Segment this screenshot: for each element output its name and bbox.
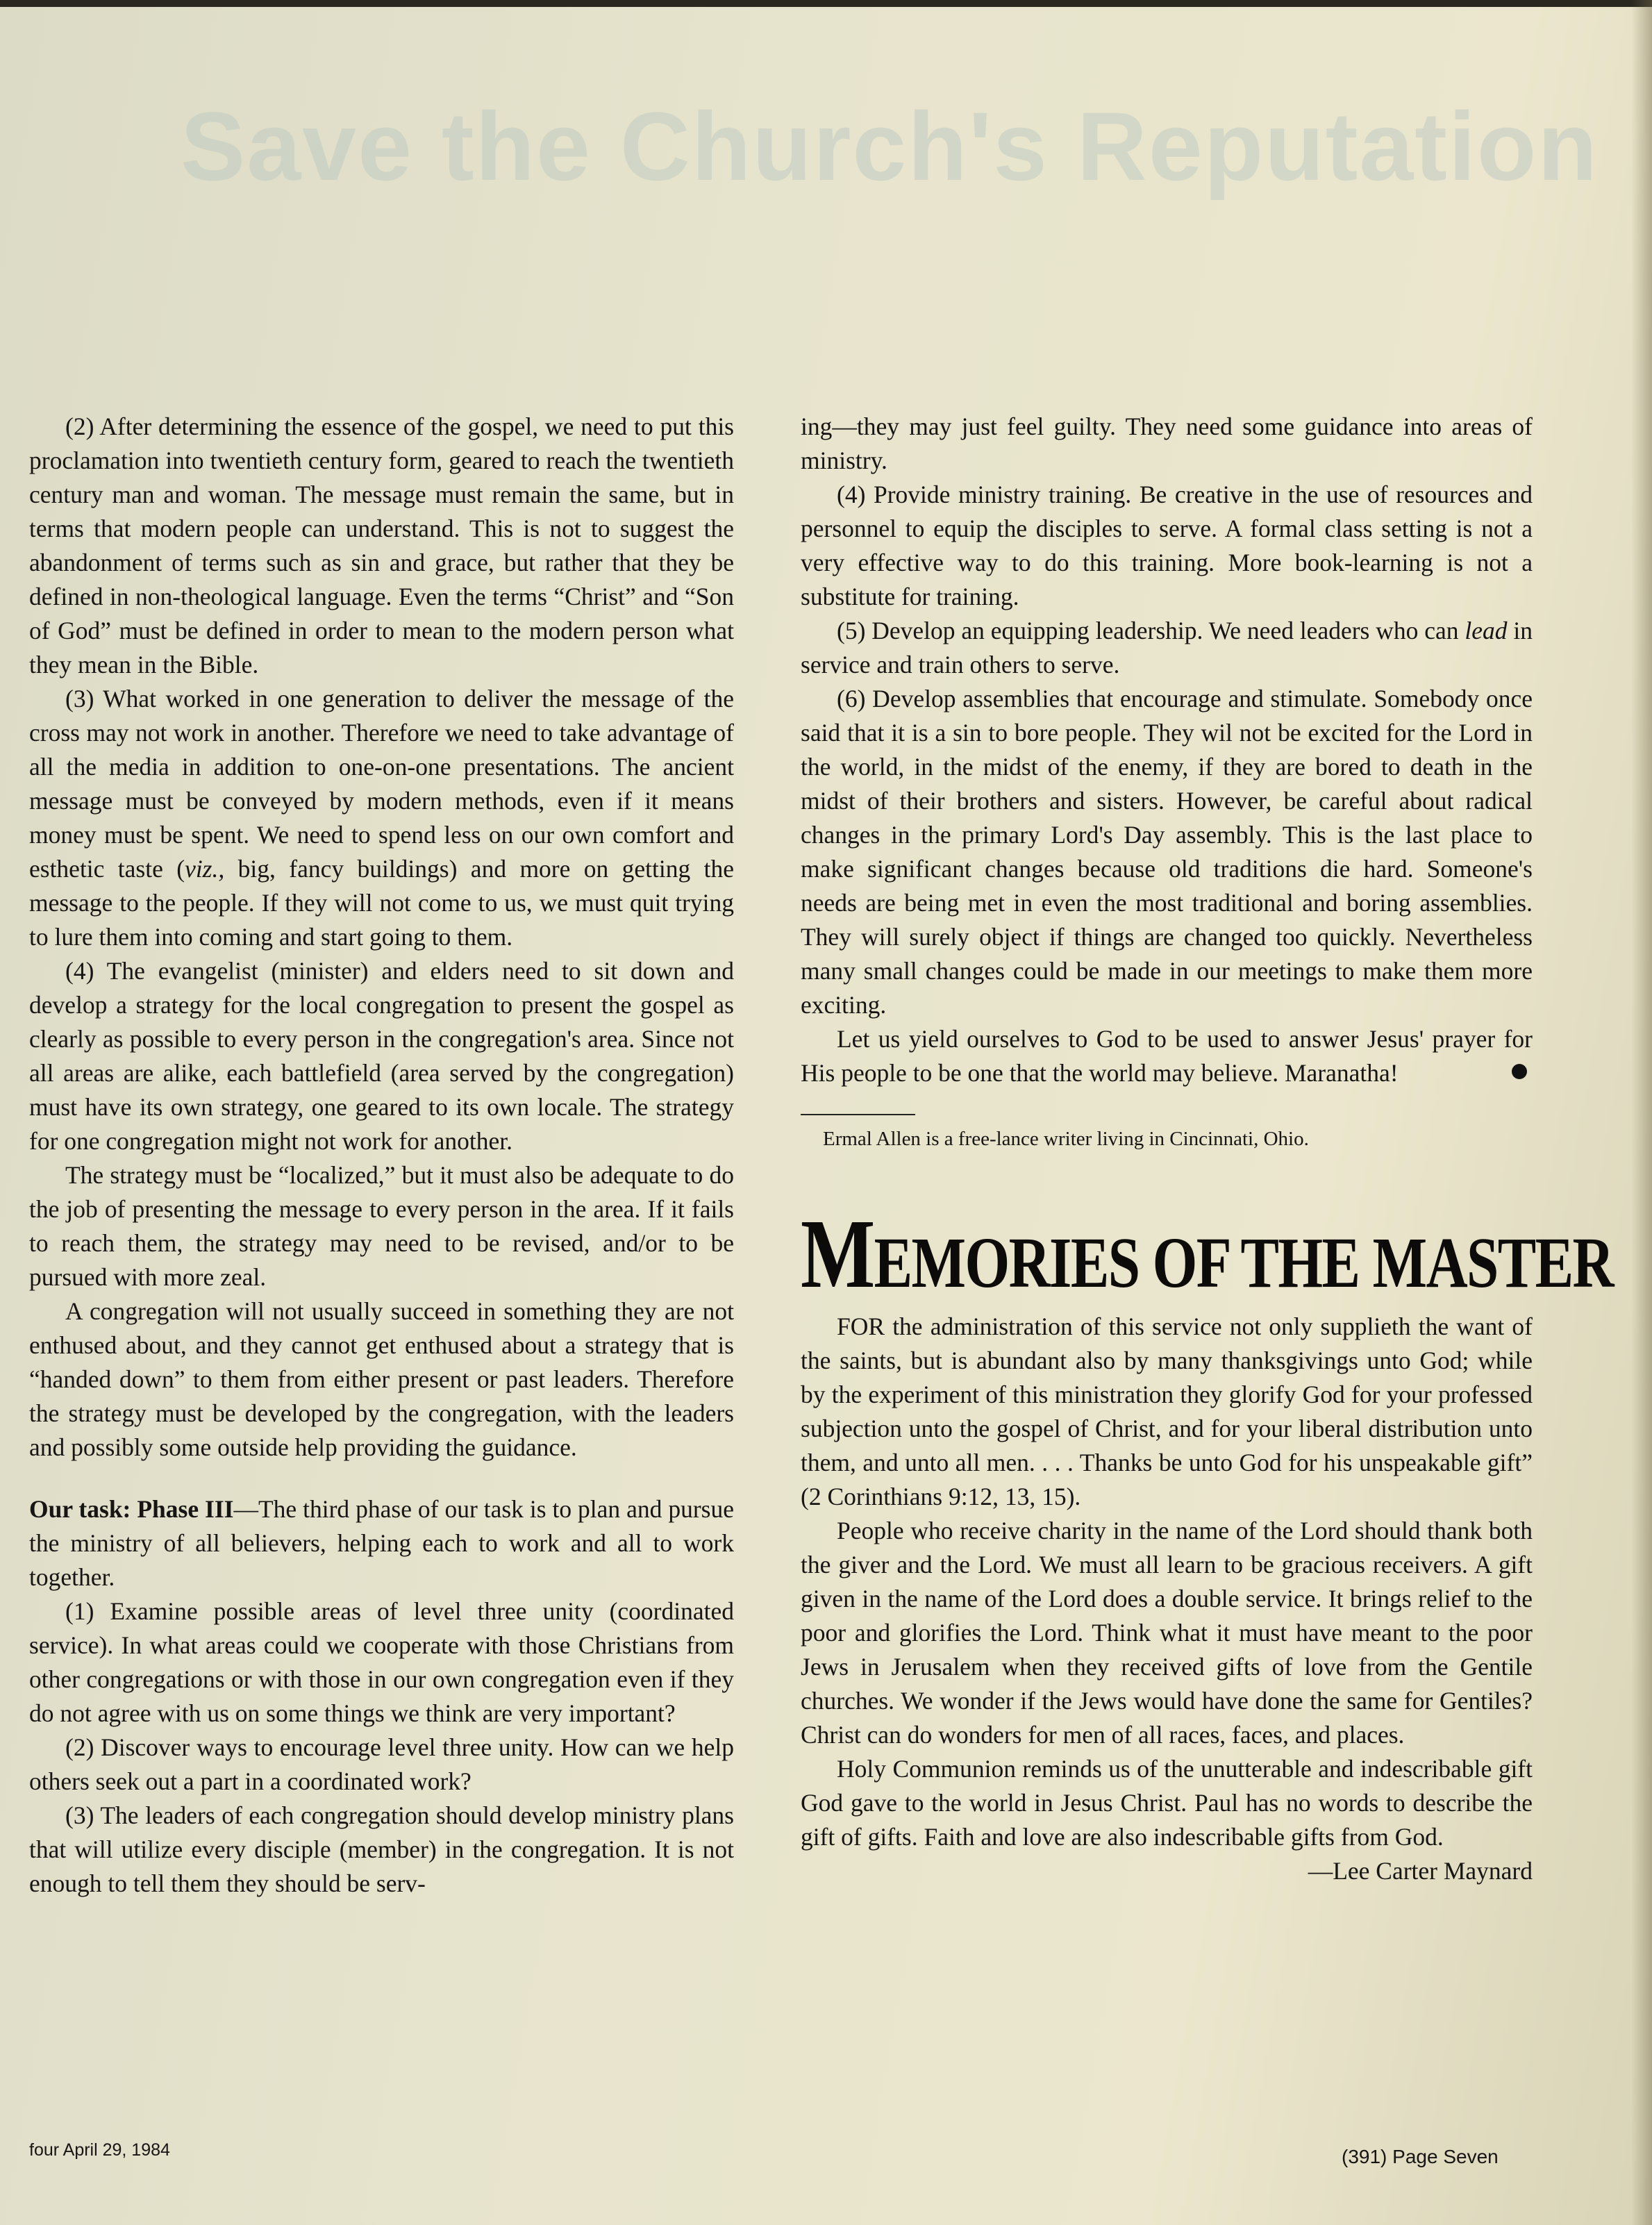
paragraph-scripture: FOR the administration of this service not only supplieth the want of the saints, but is abundant also by many thanksgivings unto God; while by the experiment of this ministration they glorify God for your professed subjection unto the gospel of Christ, and for your liberal distribution unto them, and unto all men. . . . Thanks be unto God for his unspeakable gift” (2 Corinthians 9:12, 13, 15).: [801, 1312, 1533, 1510]
page-right-shadow: [1631, 0, 1652, 2225]
paragraph-gospel-form: (2) After determining the essence of the gospel, we need to put this proclamation into twentieth century form, geared to reach the twentieth century man and woman. The message must remain the same, but in terms that modern people can understand. This is not to suggest the abandonment of terms such as sin and grace, but rather that they be defined in non-theological language. Even the terms “Christ” and “Son of God” must be defined in order to mean to the modern person what they mean in the Bible.: [29, 412, 734, 678]
closing-paragraph-wrapper: [801, 1022, 1533, 1090]
paragraph-training: (4) Provide ministry training. Be creative in the use of resources and personnel to equip the disciples to serve. A formal class setting is not a very effective way to do this training. More book-learning is not a substitute for training.: [801, 481, 1533, 610]
faded-bleedthrough-title: Save the Church's Reputation: [181, 92, 1599, 201]
paragraph-leadership: (5) Develop an equipping leadership. We need leaders who can lead in service and train others to serve.: [801, 617, 1533, 678]
memories-of-the-master-title: MEMORIES OF THE MASTER: [801, 1199, 1613, 1308]
paragraph-examine: (1) Examine possible areas of level three unity (coordinated service). In what areas could we cooperate with those Christians from other congregations or with those in our own congregation even if they do not agree with us on some things we think are very important?: [29, 1597, 734, 1727]
right-column: [801, 410, 1613, 1888]
signature: —Lee Carter Maynard: [1308, 1857, 1533, 1885]
paragraph-leaders: (3) The leaders of each congregation should develop ministry plans that will utilize every disciple (member) in the congregation. It is not enough to tell them they should be serv-: [29, 1801, 734, 1897]
paragraph-phase-three: Our task: Phase III—The third phase of our task is to plan and pursue the ministry of all believers, helping each to work and all to work together.: [29, 1495, 734, 1591]
paragraph-enthused: A congregation will not usually succeed in something they are not enthused about, and they cannot get enthused about a strategy that is “handed down” to them from either present or past leaders. Therefore the strategy must be developed by the congregation, with the leaders and possibly some outside help providing the guidance.: [29, 1297, 734, 1461]
author-bio: Ermal Allen is a free-lance writer living in Cincinnati, Ohio.: [823, 1128, 1309, 1150]
phase-three-heading: Our task: Phase III: [29, 1495, 234, 1523]
paragraph-strategy: (4) The evangelist (minister) and elders need to sit down and develop a strategy for the local congregation to present the gospel as clearly as possible to every person in the congregation's area. Since not all areas are alike, each battlefield (area served by the congregation) must have its own strategy, one geared to its own locale. The strategy for one congregation might not work for another.: [29, 957, 734, 1155]
footer-date: four April 29, 1984: [29, 2140, 170, 2160]
paragraph-maranatha: Let us yield ourselves to God to be used to answer Jesus' prayer for His people to be one that the world may believe. Maranatha!: [801, 1025, 1533, 1087]
paragraph-assemblies: (6) Develop assemblies that encourage and stimulate. Somebody once said that it is a sin to bore people. They wil not be excited for the Lord in the world, in the midst of the enemy, if they are bored to death in the midst of their brothers and sisters. However, be careful about radical changes in the primary Lord's Day assembly. This is the last place to make significant changes because old traditions die hard. Someone's needs are being met in even the most traditional and boring assemblies. They will surely object if things are changed too quickly. Nevertheless many small changes could be made in our meetings to make them more exciting.: [801, 685, 1533, 1019]
page-top-edge: [0, 0, 1652, 7]
end-of-article-bullet-icon: [1512, 1064, 1527, 1079]
bio-divider: [801, 1114, 915, 1115]
footer-page-number: (391) Page Seven: [1342, 2146, 1499, 2167]
paragraph-discover: (2) Discover ways to encourage level three unity. How can we help others seek out a part in a coordinated work?: [29, 1733, 734, 1795]
left-column: [29, 410, 734, 1901]
paragraph-charity: People who receive charity in the name of the Lord should thank both the giver and the Lord. We must all learn to be gracious receivers. A gift given in the name of the Lord does a double service. It brings relief to the poor and glorifies the Lord. Think what it must have meant to the poor Jews in Jerusalem when they received gifts of love from the Gentile churches. We wonder if the Jews would have done the same for Gentiles? Christ can do wonders for men of all races, faces, and places.: [801, 1517, 1533, 1749]
paragraph-communion: Holy Communion reminds us of the unutterable and indescribable gift God gave to the world in Jesus Christ. Paul has no words to describe the gift of gifts. Faith and love are also indescribable gifts from God. —Lee Carter Maynard: [801, 1752, 1533, 1854]
paragraph-media: (3) What worked in one generation to deliver the message of the cross may not work in another. Therefore we need to take advantage of all the media in addition to one-on-one presentations. The ancient message must be conveyed by modern methods, even if it means money must be spent. We need to spend less on our own comfort and esthetic taste (viz., big, fancy buildings) and more on getting the message to the people. If they will not come to us, we must quit trying to lure them into coming and start going to them.: [29, 685, 734, 951]
paragraph-localized: The strategy must be “localized,” but it must also be adequate to do the job of presenting the message to every person in the area. If it fails to reach them, the strategy may need to be revised, and/or to be pursued with more zeal.: [29, 1161, 734, 1291]
paragraph-continuation: ing—they may just feel guilty. They need some guidance into areas of ministry.: [801, 412, 1533, 474]
